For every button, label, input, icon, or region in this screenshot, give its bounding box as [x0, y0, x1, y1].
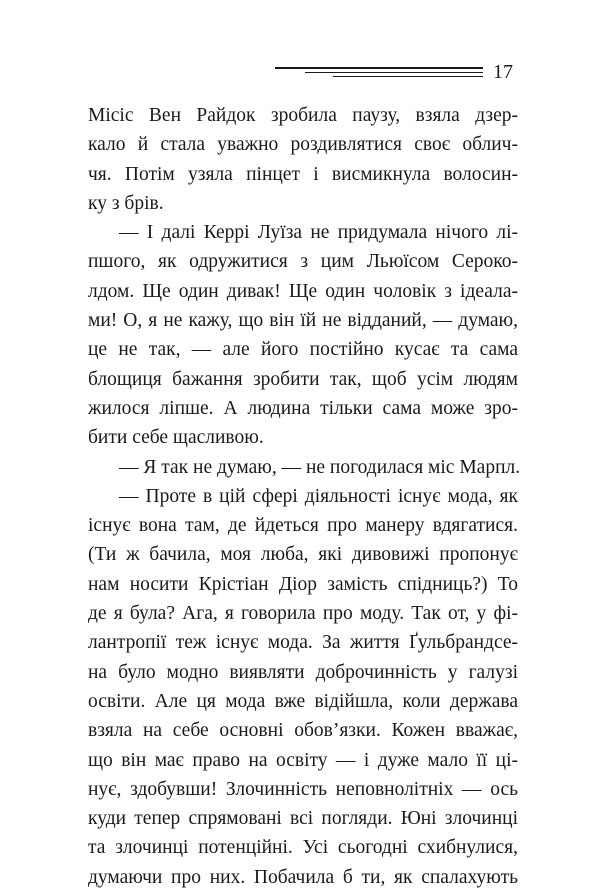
text-line: лантропії теж існує мода. За життя Ґульбрандсе-: [88, 632, 518, 654]
text-line: (Ти ж бачила, моя люба, які дивовижі пропонує: [88, 544, 518, 566]
text-line: — Проте в цій сфері діяльності існує мода, як: [119, 485, 518, 507]
header-rule-top: [275, 67, 483, 69]
header-rule-middle: [305, 72, 483, 73]
text-line: блощиця бажання зробити так, щоб усім людям: [88, 368, 518, 390]
text-line: жилося ліпше. А людина тільки сама може зро-: [88, 397, 518, 419]
text-line: чя. Потім узяла пінцет і висмикнула волосин-: [88, 163, 518, 185]
text-line: куди тепер спрямовані всі погляди. Юні злочинці: [88, 808, 518, 830]
text-line: та злочинці потенційні. Усі сьогодні схибнулися,: [88, 837, 518, 859]
text-line: це не так, — але його постійно кусає та сама: [88, 339, 518, 361]
body-text: [88, 101, 521, 892]
page-number: 17: [493, 61, 513, 83]
text-line: де я була? Ага, я говорила про моду. Так от, у фі-: [88, 603, 518, 625]
text-line: — Я так не думаю, — не погодилася міс Марпл.: [119, 456, 521, 478]
text-line: ми! О, я не кажу, що він їй не відданий, — думаю,: [88, 310, 518, 332]
text-line: що він має право на освіту — і дуже мало її ці-: [88, 749, 518, 771]
text-line: думаючи про них. Побачила б ти, як спалахують: [88, 866, 518, 888]
text-line: кало й стала уважно роздивлятися своє облич-: [88, 134, 518, 156]
text-line: бити себе щасливою.: [88, 427, 264, 449]
text-line: Місіс Вен Райдок зробила паузу, взяла дзер-: [88, 105, 518, 126]
text-line: — І далі Керрі Луїза не придумала нічого лі-: [119, 222, 518, 244]
text-line: нує, здобувши! Злочинність неповнолітніх — ось: [88, 778, 518, 800]
text-line: освіти. Але ця мода вже відійшла, коли держава: [88, 690, 518, 712]
header-decorative-rules: [275, 67, 483, 79]
text-line: на було модно виявляти доброчинність у галузі: [88, 661, 518, 683]
page-header: [0, 60, 600, 88]
text-line: нам носити Крістіан Діор замість спідниць?) То: [88, 573, 518, 595]
text-line: взяла на себе основні обов’язки. Кожен вважає,: [88, 720, 518, 742]
header-rule-bottom: [333, 76, 483, 77]
text-line: існує вона там, де йдеться про манеру вдягатися.: [88, 515, 518, 537]
text-line: лдом. Ще один дивак! Ще один чоловік з ідеала-: [88, 280, 518, 302]
text-line: ку з брів.: [88, 192, 164, 214]
text-line: пшого, як одружитися з цим Льюїсом Сероко-: [88, 251, 518, 273]
